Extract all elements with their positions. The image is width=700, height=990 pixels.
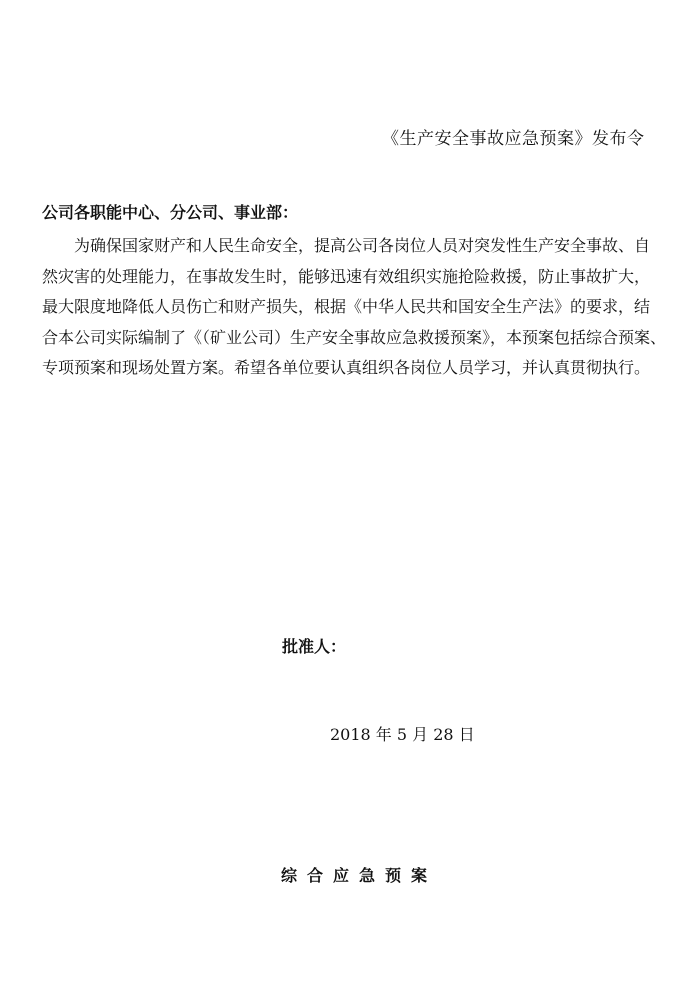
section-heading: 综合应急预案	[281, 866, 438, 885]
body-line: 最大限度地降低人员伤亡和财产损失，根据《中华人民共和国安全生产法》的要求，结	[42, 297, 651, 316]
body-line: 合本公司实际编制了《（矿业公司）生产安全事故应急救援预案》，本预案包括综合预案、	[42, 327, 667, 347]
approver-label: 批准人：	[282, 637, 347, 656]
decree-title: 《生产安全事故应急预案》发布令	[382, 129, 645, 149]
salutation: 公司各职能中心、分公司、事业部：	[42, 203, 299, 222]
body-line: 专项预案和现场处置方案。希望各单位要认真组织各岗位人员学习，并认真贯彻执行。	[42, 358, 651, 377]
body-line: 为确保国家财产和人民生命安全，提高公司各岗位人员对突发性生产安全事故、自	[74, 236, 651, 255]
body-line: 然灾害的处理能力，在事故发生时，能够迅速有效组织实施抢险救援，防止事故扩大，	[42, 266, 651, 286]
body-paragraph	[42, 234, 667, 387]
issue-date: 2018 年 5 月 28 日	[330, 725, 475, 744]
